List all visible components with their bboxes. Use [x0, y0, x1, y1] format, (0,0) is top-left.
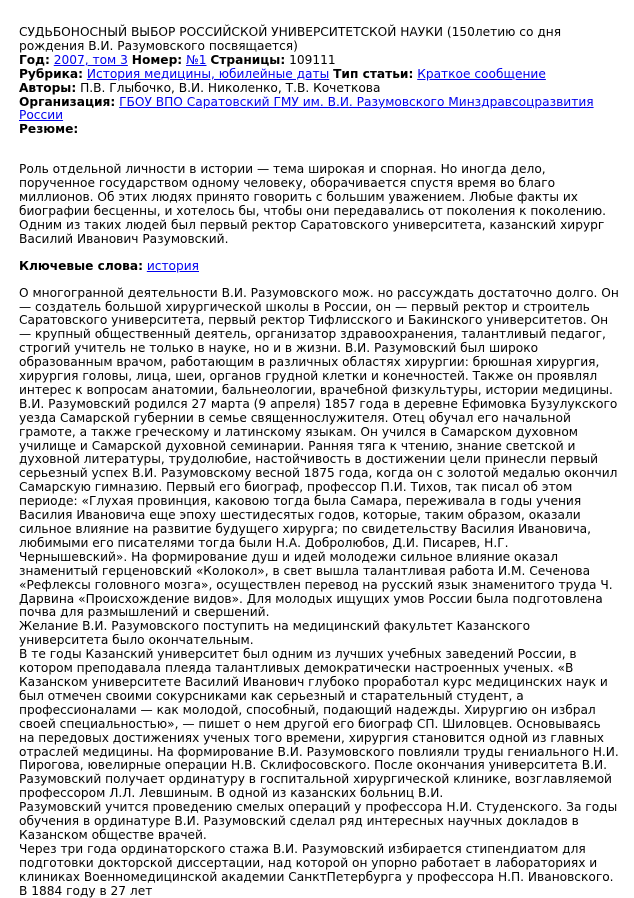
- keywords-line: [19, 260, 619, 274]
- rubric-line: [19, 68, 619, 82]
- article-type-label: Тип статьи:: [333, 66, 414, 81]
- body-paragraph: В те годы Казанский университет был одним из лучших учебных заведений России, в котором преподавала плеяда талантливых демократически настроенных ученых. «В Казанском университете Василий Иванович глубоко проработал курс медицинских наук и был отмечен своими сокурсниками как серьезный и старательный студент, а профессионалами — как молодой, способный, подающий надежды. Хирургию он избрал своей специальностью», — пишет о нем другой его биограф СП. Шиловцев. Основываясь на передовых достижениях ученых того времени, хирургия становится одной из главных отраслей медицины. На формирование В.И. Разумовского повлияли труды гениального Н.И. Пирогова, ювелирные операции Н.В. Склифосовского. После окончания университета В.И. Разумовский получает ординатуру в госпитальной хирургической клинике, возглавляемой профессором Л.Л. Левшиным. В одной из казанских больниц В.И.: [19, 647, 619, 801]
- body-paragraph: Через три года ординаторского стажа В.И. Разумовский избирается стипендиатом для подготовки докторской диссертации, над которой он упорно работает в лабораториях и клиниках Военномедицинской академии СанктПетербурга у профессора Н.П. Ивановского. В 1884 году в 27 лет: [19, 841, 614, 898]
- summary-label: Резюме:: [19, 122, 79, 137]
- pages-value: 109111: [289, 52, 336, 67]
- keyword-link[interactable]: история: [146, 258, 199, 273]
- authors-value: П.В. Глыбочко, В.И. Николенко, Т.В. Кочеткова: [80, 80, 381, 95]
- organization-line: [19, 96, 619, 124]
- rubric-link[interactable]: История медицины, юбилейные даты: [86, 66, 330, 81]
- issue-number-link[interactable]: №1: [186, 52, 207, 67]
- body-paragraph: О многогранной деятельности В.И. Разумовского мож. но рассуждать достаточно долго. Он — создатель большой хирургической школы в России, он — первый ректор и строитель Саратовского университета, первый ректор Тифлисского и Бакинского университетов. Он — крупный общественный деятель, организатор здравоохранения, талантливый педагог, строгий учитель не только в науке, но и в жизни. В.И. Разумовский был широко образованным врачом, работающим в различных областях хирургии: брюшная хирургия, хирургия головы, лица, шеи, органов грудной клетки и конечностей. Также он проявлял интерес к вопросам анатомии, бальнеологии, врачебной физкультуры, истории медицины.: [19, 285, 619, 397]
- authors-label: Авторы:: [19, 80, 77, 95]
- spacer: [19, 274, 619, 287]
- keywords-label: Ключевые слова:: [19, 258, 143, 273]
- year-volume-link[interactable]: 2007, том 3: [53, 52, 128, 67]
- number-label: Номер:: [131, 52, 183, 67]
- body-paragraph: Разумовский учится проведению смелых операций у профессора Н.И. Студенского. За годы обучения в ординатуре В.И. Разумовский сделал ряд интересных научных докладов в Казанском обществе врачей.: [19, 800, 618, 842]
- organization-label: Организация:: [19, 94, 116, 109]
- rubric-label: Рубрика:: [19, 66, 84, 81]
- organization-link[interactable]: ГБОУ ВПО Саратовский ГМУ им. В.И. Разумовского Минздравсоцразвития России: [19, 94, 594, 123]
- body-paragraph: Желание В.И. Разумовского поступить на медицинский факультет Казанского университета было окончательным.: [19, 619, 531, 648]
- article-body: [19, 287, 619, 898]
- issue-line: [19, 54, 619, 68]
- year-label: Год:: [19, 52, 50, 67]
- article-type-link[interactable]: Краткое сообщение: [417, 66, 546, 81]
- abstract-text: Роль отдельной личности в истории — тема широкая и спорная. Но иногда дело, порученное государством одному человеку, оборачивается спустя время во благо миллионов. Об этих людях принято говорить с большим уважением. Любые факты их биографии бесценны, и хотелось бы, чтобы они передавались от поколения к поколению. Одним из таких людей был первый ректор Саратовского университета, казанский хирург Василий Иванович Разумовский.: [19, 162, 606, 246]
- summary-heading: [19, 123, 619, 137]
- body-paragraph: В.И. Разумовский родился 27 марта (9 апреля) 1857 года в деревне Ефимовка Бузулукского уезда Самарской губернии в семье священнослужителя. Отец обучал его начальной грамоте, а также греческому и латинскому языкам. Он учился в Самарском духовном училище и Самарской духовной семинарии. Ранняя тяга к чтению, знание светской и духовной литературы, трудолюбие, настойчивость в достижении цели принесли первый серьезный успех В.И. Разумовскому весной 1875 года, когда он с золотой медалью окончил Самарскую гимназию. Первый его биограф, профессор П.И. Тихов, так писал об этом периоде: «Глухая провинция, каковою тогда была Самара, переживала в годы учения Василия Ивановича еще эпоху шестидесятых годов, которые, таким образом, оказали сильное влияние на развитие будущего хирурга; по свидетельству Василия Ивановича, любимыми его писателями тогда были Н.А. Добролюбов, Д.И. Писарев, Н.Г. Чернышевский». На формирование душ и идей молодежи сильное влияние оказал знаменитый герценовский «Колокол», в свет вышла талантливая работа И.М. Сеченова «Рефлексы головного мозга», осуществлен перевод на русский язык знаменитого труда Ч. Дарвина «Происхождение видов». Для молодых ищущих умов России была подготовлена почва для размышлений и свершений.: [19, 396, 618, 620]
- pages-label: Страницы:: [210, 52, 286, 67]
- article-title: СУДЬБОНОСНЫЙ ВЫБОР РОССИЙСКОЙ УНИВЕРСИТЕТСКОЙ НАУКИ (150летию со дня рождения В.И. Разумовского посвящается): [19, 25, 562, 53]
- spacer: [19, 137, 619, 163]
- authors-line: [19, 82, 619, 96]
